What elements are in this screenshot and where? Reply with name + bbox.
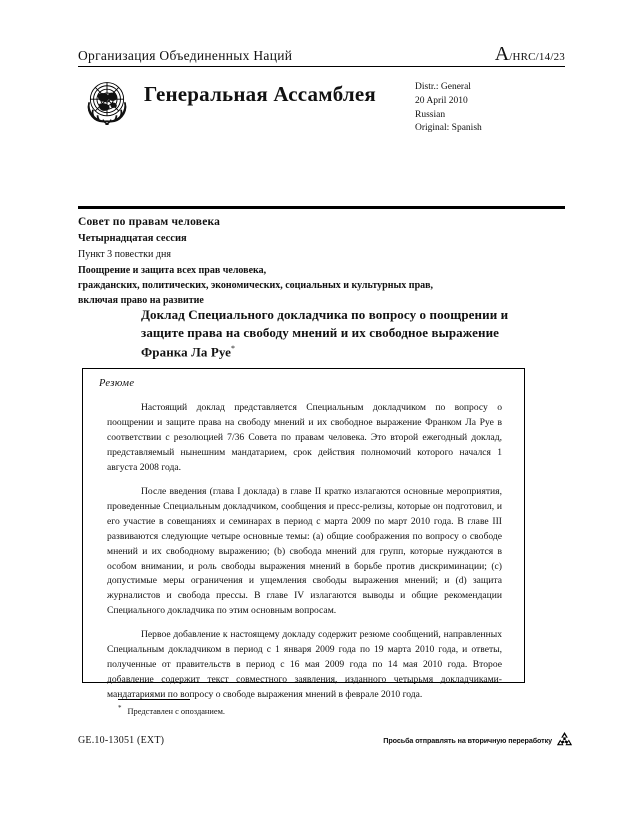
un-emblem-icon bbox=[78, 74, 136, 129]
summary-label: Резюме bbox=[99, 378, 135, 389]
report-title bbox=[141, 306, 531, 362]
session-block bbox=[78, 214, 565, 308]
section-divider-rule bbox=[78, 206, 565, 209]
footnote-marker: * bbox=[118, 704, 122, 712]
session-number: Четырнадцатая сессия bbox=[78, 233, 187, 245]
agenda-item: Пункт 3 повестки дня bbox=[78, 249, 171, 261]
summary-paragraph: Настоящий доклад представляется Специальным докладчиком по вопросу о поощрении и защите права на свободу мнений и их свободное выражение Франком Ла Руе в соответствии с резолюцией 7/36 Совета по правам человека. Это второй ежегодный доклад, представляемый нынешним мандатарием, срок действия полномочий которого начался 1 августа 2008 года. bbox=[107, 402, 502, 473]
title-row bbox=[78, 72, 565, 136]
footnote bbox=[118, 704, 225, 718]
document-symbol-prefix: A bbox=[494, 43, 510, 65]
summary-paragraph: После введения (глава I доклада) в главе II кратко излагаются основные мероприятия, проведенные Специальным докладчиком, сообщения и пресс-релизы, которые он подготовил, и его участие в совещаниях и семинарах в период с марта 2009 по март 2010 года. В главе III развиваются следующие четыре основные темы: (a) общие соображения по вопросу о свободе мнений и их свободному выражению; (b) свобода мнений для групп, которые нуждаются в особом внимании, и роль свободы выражения мнений в борьбе против дискриминации; (c) допустимые меры ограничения и ущемления свободы выражения мнений; и (d) защита журналистов и свобода прессы. В главе IV излагаются выводы и общие рекомендации Специального докладчика по этим основным вопросам. bbox=[107, 485, 502, 617]
masthead-rule bbox=[78, 66, 565, 67]
recycle-text: Просьба отправлять на вторичную переработку bbox=[383, 736, 552, 745]
recycling-icon bbox=[555, 731, 574, 750]
footnote-text: Представлен с опозданием. bbox=[127, 706, 225, 716]
agenda-title-line-1: Поощрение и защита всех прав человека, bbox=[78, 264, 267, 276]
document-symbol bbox=[495, 44, 565, 64]
distribution-date: 20 April 2010 bbox=[415, 95, 468, 106]
footnote-separator bbox=[118, 699, 190, 700]
agenda-title-line-3: включая право на развитие bbox=[78, 294, 204, 306]
distribution-block bbox=[415, 81, 565, 136]
report-title-footnote-marker: * bbox=[230, 343, 236, 353]
summary-box bbox=[82, 368, 525, 701]
distribution-distr: Distr.: General bbox=[415, 82, 471, 92]
organization-row bbox=[78, 44, 565, 66]
summary-paragraph: Первое добавление к настоящему докладу содержит резюме сообщений, направленных Специальным докладчиком в период с 1 января 2009 года по 19 марта 2010 года, и ответы, полученные от правительств в период с 16 мая 2009 года по 14 мая 2010 года. Второе добавление содержит текст совместного заявления, изданного четырьмя докладчиками-мандатариями по вопросу о свободе выражения мнений в феврале 2010 года. bbox=[107, 629, 502, 701]
distribution-original: Original: Spanish bbox=[415, 123, 482, 134]
masthead bbox=[78, 44, 565, 67]
body-title: Генеральная Ассамблея bbox=[144, 82, 376, 106]
summary-body bbox=[107, 401, 502, 703]
document-code: GE.10-13051 (EXT) bbox=[78, 735, 165, 746]
agenda-title-line-2: гражданских, политических, экономических, социальных и культурных прав, bbox=[78, 279, 434, 291]
council-name: Совет по правам человека bbox=[78, 216, 221, 228]
report-title-text: Доклад Специального докладчика по вопросу о поощрении и защите права на свободу мнений и их свободное выражение Франка Ла Руе bbox=[141, 307, 509, 360]
organization-name: Организация Объединенных Наций bbox=[78, 48, 293, 63]
document-symbol-rest: /HRC/14/23 bbox=[509, 51, 565, 63]
recycle-notice bbox=[383, 731, 574, 750]
distribution-language: Russian bbox=[415, 109, 446, 120]
